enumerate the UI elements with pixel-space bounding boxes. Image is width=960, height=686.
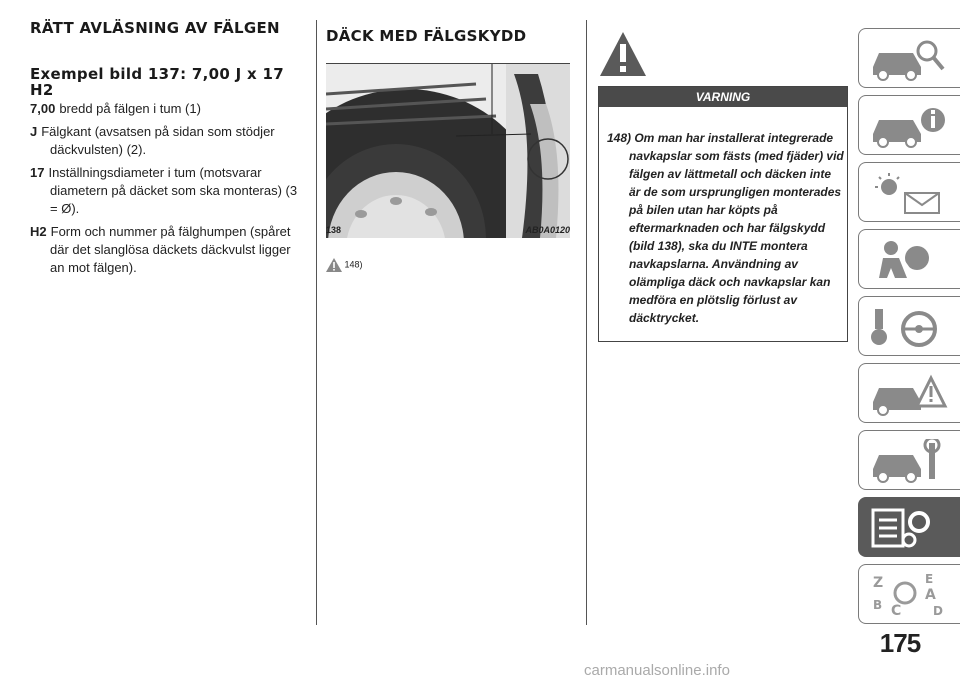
tab-dashboard-lights[interactable]	[858, 162, 960, 222]
definition-item: 17 Inställningsdiameter i tum (motsvarar diametern på däcket som ska monteras) (3 = Ø).	[30, 165, 298, 216]
example-subheading: Exempel bild 137: 7,00 J x 17 H2	[30, 65, 285, 99]
tire-illustration	[326, 64, 570, 238]
airbag-safety-icon	[869, 238, 949, 282]
left-column	[30, 0, 308, 626]
car-info-icon	[869, 104, 949, 148]
figure-caption	[326, 225, 570, 239]
section-heading-rim-protector: DÄCK MED FÄLGSKYDD	[326, 27, 527, 45]
tab-technical-data[interactable]	[858, 497, 960, 557]
warning-text: 148) Om man har installerat integrerade navkapslar som fästs (med fjäder) vid fälgen av lättmetall och däcken inte är de som ursprungligen monterades på bilen utan har köpts på eftermarknaden och har fälgskydd (bild 138), ska du INTE montera navkapslarna. Användning av olämpliga däck och navkapslar kan medföra en plötslig förlust av däcktrycket.	[607, 131, 844, 325]
tab-car-warning[interactable]	[858, 363, 960, 423]
car-wrench-icon	[869, 439, 949, 483]
warning-title: VARNING	[599, 87, 847, 107]
rim-definition-list	[30, 100, 308, 282]
warning-reference[interactable]: 148)	[326, 258, 363, 272]
svg-text:B: B	[873, 598, 883, 612]
svg-text:A: A	[925, 587, 936, 603]
figure-138-tire-image	[326, 63, 570, 238]
column-divider	[586, 20, 587, 625]
svg-text:D: D	[933, 604, 943, 617]
figure-number: 138	[326, 225, 342, 235]
column-divider	[316, 20, 317, 625]
watermark: carmanualsonline.info	[584, 662, 730, 679]
warning-triangle-icon	[598, 30, 648, 78]
tab-airbag-safety[interactable]	[858, 229, 960, 289]
svg-text:C: C	[891, 603, 902, 617]
page-number: 175	[879, 628, 921, 658]
index-abc-icon	[869, 573, 949, 617]
car-search-icon	[869, 37, 949, 81]
section-heading-rim-reading: RÄTT AVLÄSNING AV FÄLGEN	[30, 19, 280, 37]
warning-box	[598, 86, 848, 342]
warning-triangle-icon	[326, 258, 342, 272]
car-warning-triangle-icon	[869, 372, 949, 416]
svg-text:Z: Z	[873, 575, 884, 591]
tab-car-wrench[interactable]	[858, 430, 960, 490]
figure-code: AB0A0120	[525, 225, 570, 235]
tab-key-steering[interactable]	[858, 296, 960, 356]
tab-index[interactable]	[858, 564, 960, 624]
definition-item: J Fälgkant (avsatsen på sidan som stödjer däckvulsten) (2).	[30, 124, 275, 157]
tab-car-search[interactable]	[858, 28, 960, 88]
svg-text:E: E	[925, 573, 934, 586]
definition-item: 7,00 bredd på fälgen i tum (1)	[30, 101, 201, 116]
key-steering-wheel-icon	[869, 305, 949, 349]
definition-item: H2 Form och nummer på fälghumpen (spåret där det slanglösa däckets däckvulst ligger an mot fälgen).	[30, 224, 291, 275]
tab-car-info[interactable]	[858, 95, 960, 155]
technical-data-icon	[869, 506, 949, 550]
dashboard-lights-icon	[869, 171, 949, 215]
